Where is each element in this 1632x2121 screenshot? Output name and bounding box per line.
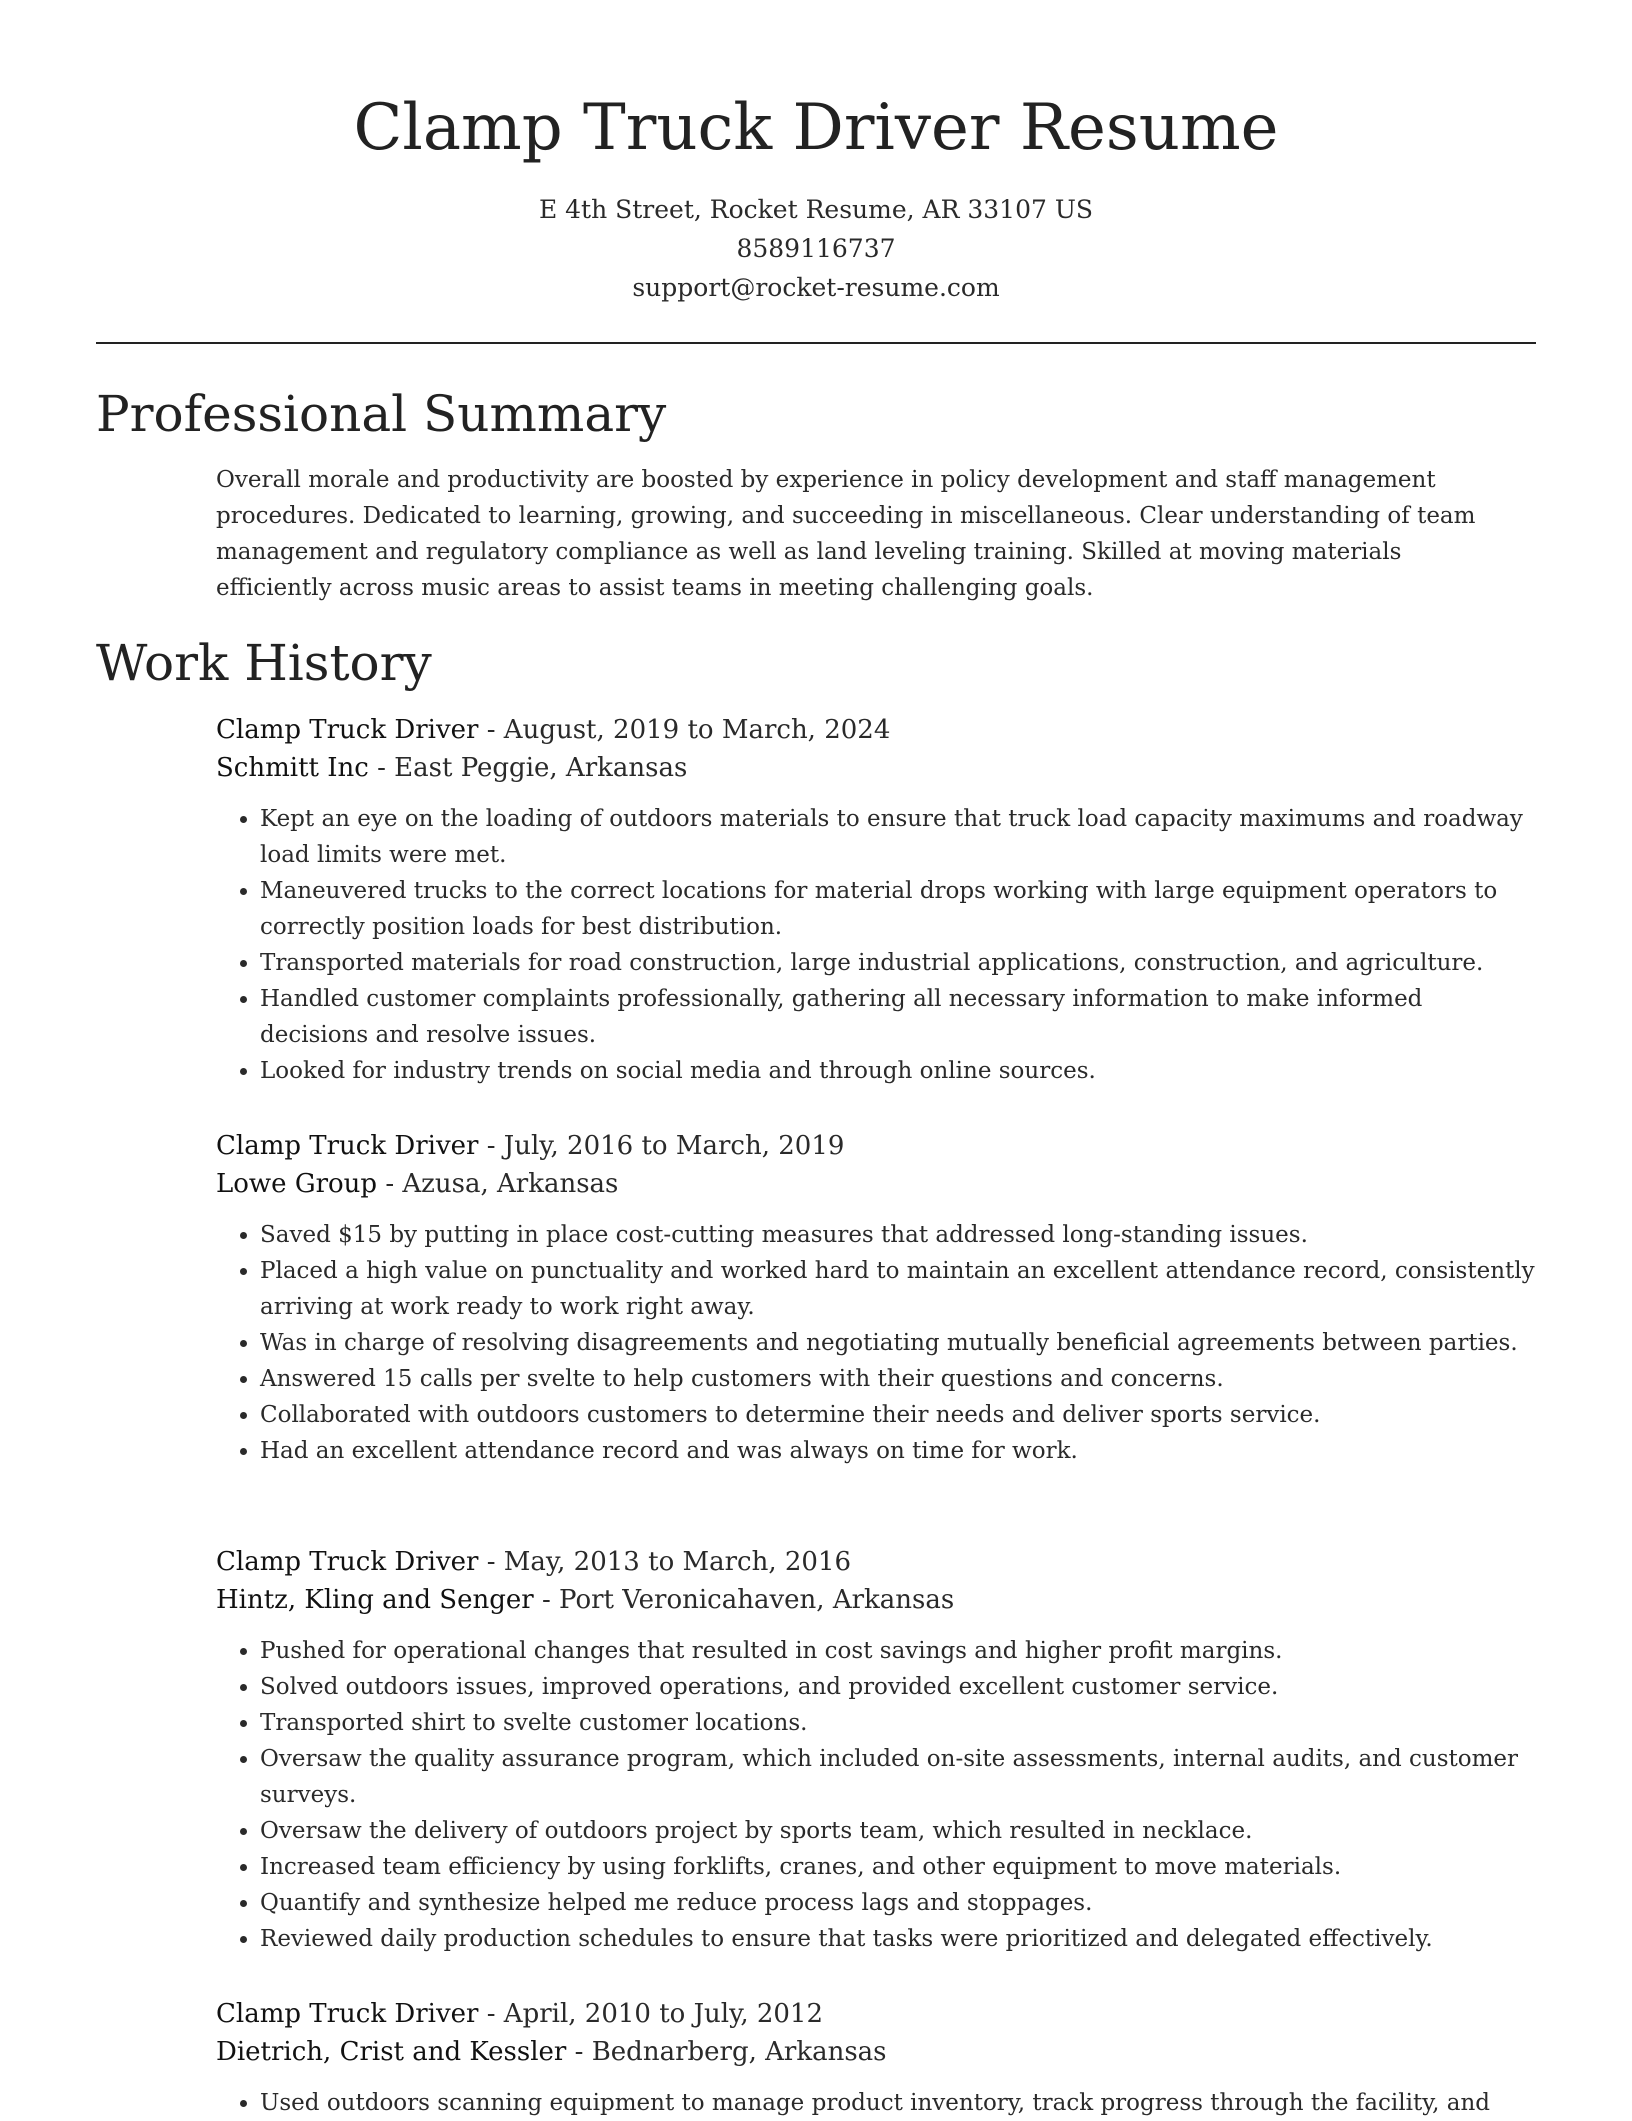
job-bullets [216,801,1536,1089]
job-company: Hintz, Kling and Senger [216,1585,534,1615]
job-bullet: • Pushed for operational changes that resulted in cost savings and higher profit margins. [260,1633,1536,1669]
job-separator: - [566,2037,592,2067]
job-company-line [216,2033,1536,2071]
section-heading-work-history: Work History [96,634,432,692]
job-bullet: • Looked for industry trends on social media and through online sources. [260,1053,1536,1089]
job-entry [216,711,1536,1089]
job-bullet: • Maneuvered trucks to the correct locations for material drops working with large equipment operators to correctly position loads for best distribution. [260,873,1536,945]
job-company: Schmitt Inc [216,753,369,783]
job-entry [216,1127,1536,1469]
summary-text: Overall morale and productivity are boosted by experience in policy development and staff management procedures. Dedicated to learning, growing, and succeeding in miscellaneous. Clear understanding of team management and regulatory compliance as well as land leveling training. Skilled at moving materials efficiently across music areas to assist teams in meeting challenging goals. [216,467,1476,601]
job-dates: May, 2013 to March, 2016 [503,1547,852,1577]
job-bullet: • Placed a high value on punctuality and worked hard to maintain an excellent attendance record, consistently arriving at work ready to work right away. [260,1253,1536,1325]
job-bullets [216,1217,1536,1469]
job-separator: - [478,1131,504,1161]
job-company-line [216,749,1536,787]
job-title: Clamp Truck Driver [216,715,479,745]
contact-phone: 8589116737 [736,234,896,263]
job-bullet: • Handled customer complaints professionally, gathering all necessary information to make informed decisions and resolve issues. [260,981,1536,1053]
section-heading-summary: Professional Summary [96,385,667,443]
job-title-line [216,711,1536,749]
job-entry [216,1995,1536,2121]
job-bullet: • Saved $15 by putting in place cost-cutting measures that addressed long-standing issues. [260,1217,1536,1253]
job-dates: April, 2010 to July, 2012 [503,1999,824,2029]
contact-info [0,190,1632,307]
contact-email: support@rocket-resume.com [632,273,1000,302]
job-location: Port Veronicahaven, Arkansas [559,1585,955,1615]
job-bullets [216,1633,1536,1957]
job-location: Bednarberg, Arkansas [591,2037,887,2067]
job-title-line [216,1543,1536,1581]
job-entry [216,1543,1536,1957]
job-title-line [216,1995,1536,2033]
job-company: Dietrich, Crist and Kessler [216,2037,567,2067]
contact-address: E 4th Street, Rocket Resume, AR 33107 US [538,195,1094,224]
job-location: East Peggie, Arkansas [394,753,688,783]
job-bullet: • Quantify and synthesize helped me reduce process lags and stoppages. [260,1885,1536,1921]
resume-title: Clamp Truck Driver Resume [353,91,1279,165]
job-bullet: • Transported materials for road construction, large industrial applications, construction, and agriculture. [260,945,1536,981]
job-separator: - [478,715,504,745]
job-dates: August, 2019 to March, 2024 [503,715,891,745]
job-bullet: • Oversaw the delivery of outdoors project by sports team, which resulted in necklace. [260,1813,1536,1849]
job-title: Clamp Truck Driver [216,1547,479,1577]
job-separator: - [377,1169,403,1199]
job-bullet: • Increased team efficiency by using forklifts, cranes, and other equipment to move materials. [260,1849,1536,1885]
job-bullet: • Solved outdoors issues, improved operations, and provided excellent customer service. [260,1669,1536,1705]
job-bullets [216,2085,1536,2121]
job-company-line [216,1165,1536,1203]
job-bullet: • Was in charge of resolving disagreements and negotiating mutually beneficial agreements between parties. [260,1325,1536,1361]
job-bullet: • Transported shirt to svelte customer locations. [260,1705,1536,1741]
job-title-line [216,1127,1536,1165]
job-bullet: • Oversaw the quality assurance program, which included on-site assessments, internal audits, and customer surveys. [260,1741,1536,1813]
job-separator: - [533,1585,560,1615]
job-bullet: • Reviewed daily production schedules to ensure that tasks were prioritized and delegated effectively. [260,1921,1536,1957]
job-bullet: • Kept an eye on the loading of outdoors materials to ensure that truck load capacity maximums and roadway load limits were met. [260,801,1536,873]
job-separator: - [478,1999,504,2029]
job-title: Clamp Truck Driver [216,1999,479,2029]
job-dates: July, 2016 to March, 2019 [503,1131,845,1161]
job-bullet: • Collaborated with outdoors customers to determine their needs and deliver sports service. [260,1397,1536,1433]
job-company: Lowe Group [216,1169,378,1199]
job-title: Clamp Truck Driver [216,1131,479,1161]
job-separator: - [368,753,395,783]
header-divider [96,342,1536,344]
job-company-line [216,1581,1536,1619]
job-bullet: • Answered 15 calls per svelte to help customers with their questions and concerns. [260,1361,1536,1397]
job-bullet: • Used outdoors scanning equipment to manage product inventory, track progress through the facility, and [260,2085,1536,2121]
job-separator: - [478,1547,504,1577]
job-location: Azusa, Arkansas [402,1169,619,1199]
job-bullet: • Had an excellent attendance record and was always on time for work. [260,1433,1536,1469]
